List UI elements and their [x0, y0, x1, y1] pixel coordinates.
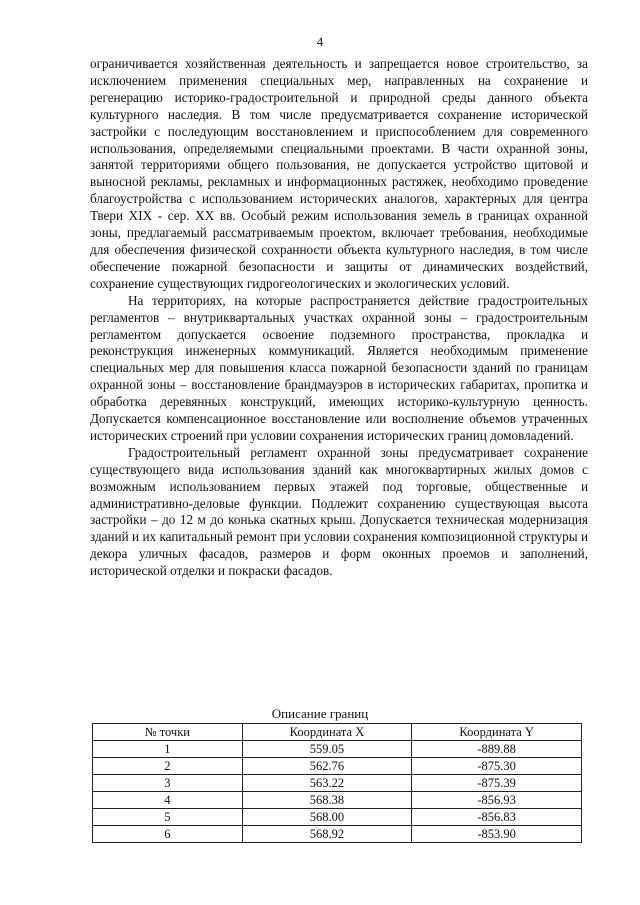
cell-coordinate-y: -875.39	[412, 775, 582, 792]
cell-point-number: 2	[93, 758, 243, 775]
header-coordinate-y: Координата Y	[412, 724, 582, 741]
cell-coordinate-y: -853.90	[412, 826, 582, 843]
page-number: 4	[316, 34, 324, 49]
cell-coordinate-x: 568.92	[242, 826, 412, 843]
cell-point-number: 3	[93, 775, 243, 792]
boundary-coordinates-table	[92, 723, 582, 843]
table-row	[93, 826, 582, 843]
table-row	[93, 741, 582, 758]
table-row	[93, 792, 582, 809]
cell-coordinate-y: -875.30	[412, 758, 582, 775]
header-point-number: № точки	[93, 724, 243, 741]
document-body	[90, 56, 588, 580]
cell-coordinate-y: -889.88	[412, 741, 582, 758]
cell-coordinate-x: 563.22	[242, 775, 412, 792]
table-row	[93, 809, 582, 826]
cell-coordinate-x: 568.00	[242, 809, 412, 826]
cell-point-number: 1	[93, 741, 243, 758]
paragraph-3: Градостроительный регламент охранной зоны предусматривает сохранение существующего вида использования зданий как многоквартирных жилых домов с возможным использованием первых этажей под торговые, общественные и административно-деловые функции. Подлежит сохранению существующая высота застройки – до 12 м до конька скатных крыш. Допускается техническая модернизация зданий и их капитальный ремонт при условии сохранения композиционной структуры и декора уличных фасадов, размеров и форм оконных проемов и заполнений, исторической отделки и покраски фасадов.	[90, 444, 588, 579]
cell-coordinate-y: -856.83	[412, 809, 582, 826]
paragraph-2: На территориях, на которые распространяется действие градостроительных регламентов – внутриквартальных участках охранной зоны – градостроительным регламентом допускается освоение подземного пространства, прокладка и реконструкция инженерных коммуникаций. Является необходимым применение специальных мер для повышения класса пожарной безопасности зданий по границам охранной зоны – восстановление брандмауэров в исторических габаритах, пропитка и обработка деревянных конструкций, имеющих историко-культурную ценность. Допускается компенсационное восстановление или восполнение объемов утраченных исторических строений при условии сохранения исторических границ домовладений.	[90, 292, 588, 443]
table-row	[93, 758, 582, 775]
paragraph-1: ограничивается хозяйственная деятельность и запрещается новое строительство, за исключением применения специальных мер, направленных на сохранение и регенерацию историко-градостроительной и природной среды данного объекта культурного наследия. В том числе предусматривается сохранение исторической застройки с последующим восстановлением и приспособлением для современного использования, определяемыми специальными проектами. В части охранной зоны, занятой территориями общего пользования, не допускается устройство щитовой и выносной рекламы, рекламных и информационных растяжек, необходимо проведение благоустройства с использованием исторических аналогов, характерных для центра Твери XIX - сер. XX вв. Особый режим использования земель в границах охранной зоны, предлагаемый рассматриваемым проектом, включает требования, необходимые для обеспечения физической сохранности объекта культурного наследия, в том числе обеспечение пожарной безопасности и защиты от динамических воздействий, сохранение существующих гидрогеологических и экологических условий.	[90, 56, 588, 291]
cell-point-number: 6	[93, 826, 243, 843]
cell-coordinate-x: 562.76	[242, 758, 412, 775]
header-coordinate-x: Координата X	[242, 724, 412, 741]
cell-point-number: 5	[93, 809, 243, 826]
cell-coordinate-x: 559.05	[242, 741, 412, 758]
table-row	[93, 775, 582, 792]
cell-point-number: 4	[93, 792, 243, 809]
table-caption: Описание границ	[271, 706, 369, 721]
cell-coordinate-x: 568.38	[242, 792, 412, 809]
table-header-row	[93, 724, 582, 741]
cell-coordinate-y: -856.93	[412, 792, 582, 809]
